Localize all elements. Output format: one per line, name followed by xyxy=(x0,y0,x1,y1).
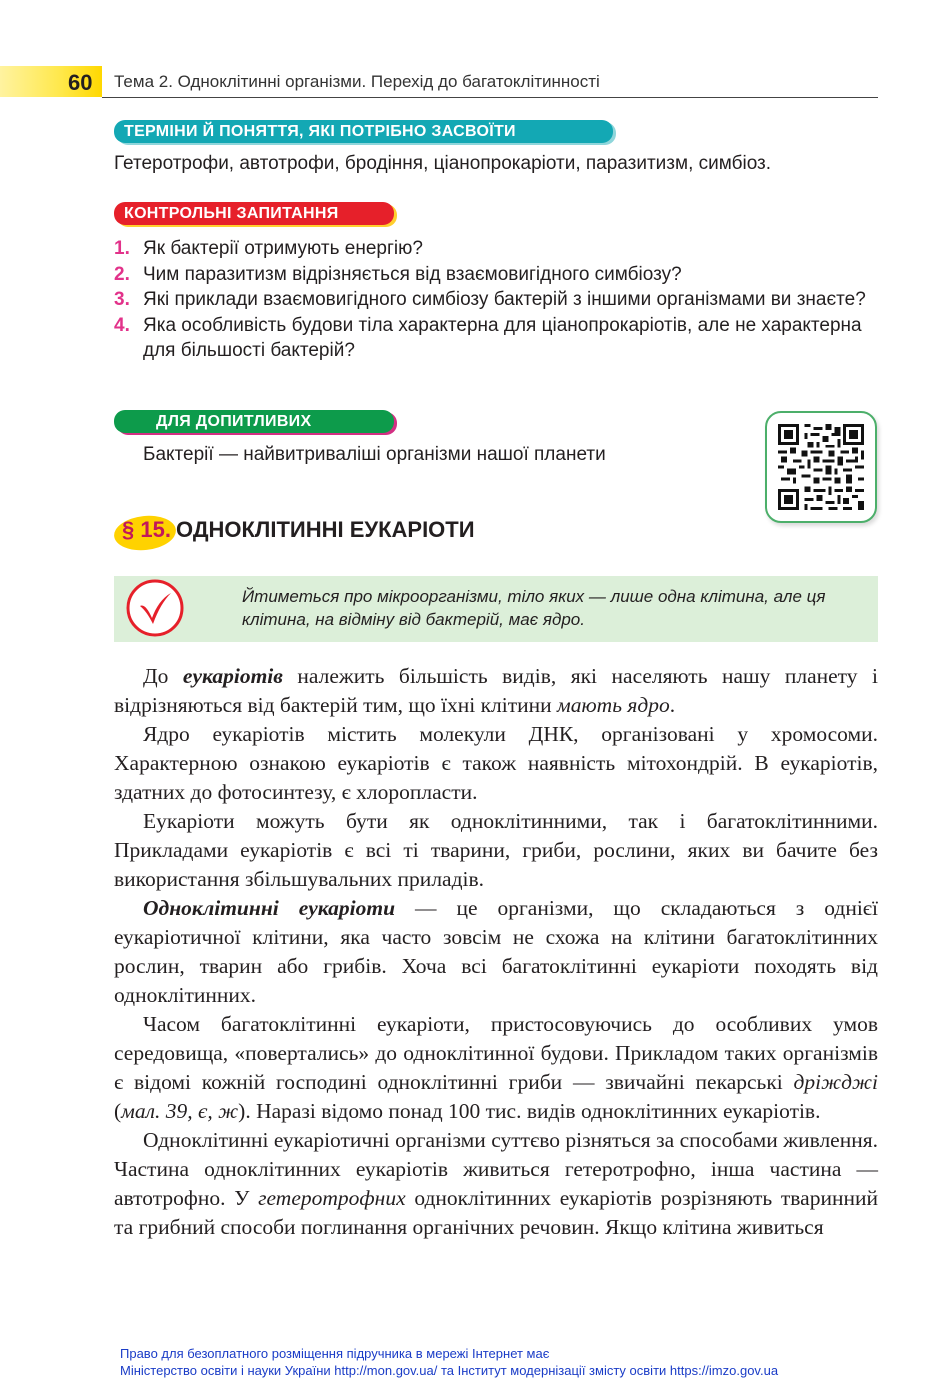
footer-notice xyxy=(120,1345,778,1379)
question-number: 2. xyxy=(114,263,130,285)
emphasis: гетеротрофних xyxy=(258,1186,406,1210)
question-text: Яка особливість будови тіла характерна для ціанопрокаріотів, але не характерна для більшості бактерій? xyxy=(143,314,862,361)
term-unicellular-eukaryotes: Одноклітинні еукаріоти xyxy=(143,896,396,920)
question-item xyxy=(114,262,880,288)
paragraph xyxy=(114,662,878,720)
paragraph xyxy=(114,1010,878,1126)
paragraph: Еукаріоти можуть бути як одноклітинними, так і багатоклітинними. Прикладами еукаріотів є всі ті тварини, гриби, рослини, яких ви бачите без використання збільшувальних приладів. xyxy=(114,809,878,891)
terms-text: Гетеротрофи, автотрофи, бродіння, ціанопрокаріоти, паразитизм, симбіоз. xyxy=(114,153,772,174)
running-title: Тема 2. Одноклітинні організми. Перехід до багатоклітинності xyxy=(114,72,600,91)
page-number: 60 xyxy=(68,70,93,95)
question-text: Чим паразитизм відрізняється від взаємовигідного симбіозу? xyxy=(143,263,682,285)
body-text xyxy=(114,662,878,1242)
footer-line: Право для безоплатного розміщення підручника в мережі Інтернет має xyxy=(120,1346,550,1361)
paragraph: Ядро еукаріотів містить молекули ДНК, організовані у хромосоми. Характерною ознакою еукаріотів є також наявність мітохондрій. В еукаріотів, здатних до фотосинтезу, є хлоропласти. xyxy=(114,722,878,804)
questions-heading: КОНТРОЛЬНІ ЗАПИТАННЯ xyxy=(114,202,394,225)
footer-line[interactable]: Міністерство освіти і науки України http://mon.gov.ua/ та Інститут модернізації змісту освіти https://imzo.gov.ua xyxy=(120,1363,779,1378)
text-run: ). Наразі відомо понад 100 тис. видів одноклітинних еукаріотів. xyxy=(238,1099,821,1123)
section-heading: ОДНОКЛІТИННІ ЕУКАРІОТИ xyxy=(176,517,475,542)
questions-list xyxy=(114,236,880,364)
text-run: Часом багатоклітинні еукаріоти, пристосовуючись до особливих умов середовища, «повертались» до одноклітинної будови. Прикладом таких організмів є відомі кожній господині одноклітинні гриби — звичайні пекарські xyxy=(114,1012,878,1094)
page-header xyxy=(0,66,878,98)
question-number: 3. xyxy=(114,289,130,310)
curious-heading: ДЛЯ ДОПИТЛИВИХ xyxy=(114,410,394,433)
question-item xyxy=(114,236,880,262)
term-eukaryotes: еукаріотів xyxy=(182,664,283,688)
emphasis: мають ядро xyxy=(557,693,670,717)
paragraph xyxy=(114,1126,878,1242)
figure-reference: мал. 39, є, ж xyxy=(121,1099,239,1123)
text-run: До xyxy=(143,664,183,688)
text-run: — це організми, що складаються з однієї еукаріотичної клітини, яка часто зовсім не схожа на клітини багатоклітинних рослин, тварин або грибів. Хоча всі багатоклітинні еукаріоти походять від одноклітинних. xyxy=(114,896,878,1007)
checkmark-circle-icon xyxy=(126,579,184,637)
curious-text: Бактерії — найвитриваліші організми нашої планети xyxy=(143,444,606,465)
question-number: 1. xyxy=(114,238,130,259)
qr-code-icon[interactable] xyxy=(765,411,877,523)
question-item xyxy=(114,313,880,364)
intro-text: Йтиметься про мікроорганізми, тіло яких — лише одна клітина, але ця клітина, на відміну від бактерій, має ядро. xyxy=(242,587,826,629)
paragraph xyxy=(114,894,878,1010)
text-run: Одноклітинні еукаріотичні організми суттєво різняться за способами живлення. Частина одноклітинних еукаріотів живиться гетеротрофно, інша частина — автотрофно. У xyxy=(114,1128,878,1210)
question-number: 4. xyxy=(114,314,130,336)
header-rule xyxy=(102,97,878,98)
question-text: Які приклади взаємовигідного симбіозу бактерій з іншими організмами ви знаєте? xyxy=(143,289,866,310)
text-run: одноклітинних еукаріотів розрізняють тваринний та грибний способи поглинання органічних речовин. Якщо клітина живиться xyxy=(114,1186,878,1239)
text-run: належить більшість видів, які населяють нашу планету і відрізняються від бактерій тим, що їхні клітини xyxy=(114,664,878,717)
terms-heading: ТЕРМІНИ Й ПОНЯТТЯ, ЯКІ ПОТРІБНО ЗАСВОЇТИ xyxy=(114,120,613,143)
question-text: Як бактерії отримують енергію? xyxy=(143,238,423,259)
text-run: ( xyxy=(114,1099,122,1123)
emphasis: дріжджі xyxy=(793,1070,878,1094)
intro-box xyxy=(114,576,878,642)
section-number: § 15. xyxy=(122,517,171,542)
question-item xyxy=(114,287,880,313)
text-run: . xyxy=(669,693,676,717)
